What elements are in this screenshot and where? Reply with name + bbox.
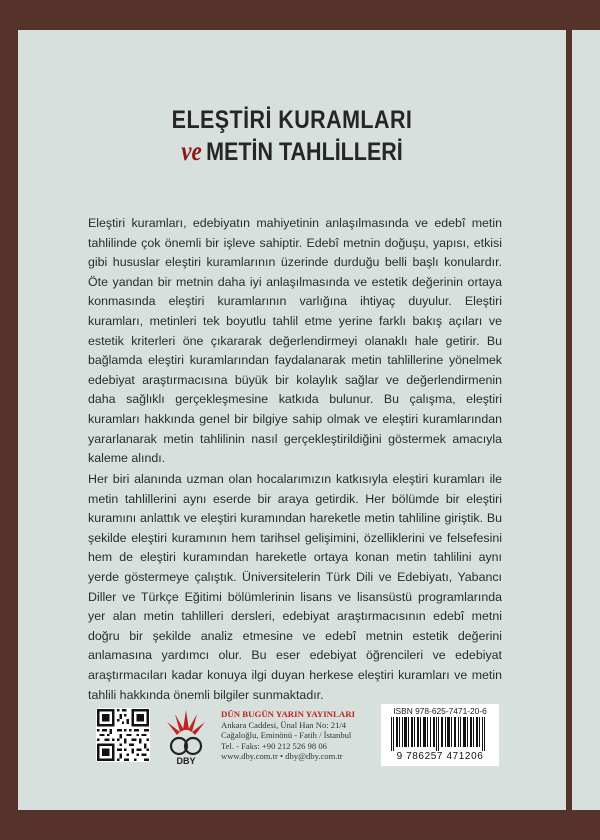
isbn-barcode-box	[381, 704, 499, 766]
publisher-phone: Tel. - Faks: +90 212 526 98 06	[221, 740, 327, 751]
title-line-2	[56, 136, 527, 167]
footer	[18, 704, 566, 784]
publisher-address-2: Cağaloğlu, Eminönü - Fatih / İstanbul	[221, 730, 352, 741]
title-line-2-text: METİN TAHLİLLERİ	[206, 138, 403, 166]
publisher-name: DÜN BUGÜN YARIN YAYINLARI	[221, 709, 356, 719]
barcode	[389, 717, 491, 751]
title-ve: ve	[181, 136, 202, 166]
back-cover	[18, 30, 566, 810]
adjacent-cover-edge	[572, 30, 600, 810]
publisher-address-1: Ankara Caddesi, Ünal Han No: 21/4	[221, 719, 347, 730]
barcode-digits: 9 786257 471206	[396, 751, 484, 762]
isbn-label: ISBN 978-625-7471-20-6	[393, 706, 487, 716]
publisher-web: www.dby.com.tr • dby@dby.com.tr	[221, 751, 343, 762]
qr-code	[96, 708, 150, 762]
logo-text: DBY	[176, 756, 196, 766]
title-line-1: ELEŞTİRİ KURAMLARI	[171, 106, 413, 134]
description-paragraph-1: Eleştiri kuramları, edebiyatın mahiyetinin anlaşılmasında ve edebî metin tahlilinde çok önemli bir işleve sahiptir. Edebî metnin doğuşu, yapısı, etkisi gibi hususlar eleştiri kuramlarının üzerinde durduğu belli başlı konulardır. Öte yandan bir metnin daha iyi anlaşılmasında ve estetik değerinin ortaya konmasında eleştiri kuramlarının varlığına ihtiyaç duyulur. Eleştiri kuramları, metinleri tek boyutlu tahlil etme yerine farklı bakış açıları ve estetik kriterleri öne çıkararak değerlendirmeyi olanaklı hale getirir. Bu bağlamda eleştiri kuramlarından faydalanarak metin tahlillerine yönelmek edebiyat araştırmacısına büyük bir kolaylık sağlar ve değerlendirmenin daha sağlıklı gerçekleşmesine katkıda bulunur. Bu çalışma, eleştiri kuramları hakkında genel bir bilgiye sahip olmak ve eleştiri kuramlarından yararlanarak metin tahlilinin nasıl gerçekleştirildiğini göstermek amacıyla kaleme alındı.	[88, 216, 502, 466]
description-paragraph-2: Her biri alanında uzman olan hocalarımızın katkısıyla eleştiri kuramları ile metin tahlillerini aynı eserde bir araya getirdik. Her bölümde bir eleştiri kuramını anlattık ve eleştiri kuramından hareketle metin tahliline giriştik. Bu şekilde eleştiri kuramının hem tarihsel gelişimini, özelliklerini ve felsefesini hem de eleştiri kuramından hareketle ortaya konan metin tahlilini aynı yerde göstermeye çalıştık. Üniversitelerin Türk Dili ve Edebiyatı, Yabancı Diller ve Türkçe Eğitimi bölümlerinin lisans ve lisansüstü programlarında yer alan metin tahlilleri dersleri, edebiyat araştırmacısının edebî metni doğru bir şekilde analiz etmesine ve edebî metnin estetik değerini anlamasına yardımcı olur. Bu eser edebiyat öğrencileri ve edebiyat araştırmacıları kadar konuya ilgi duyan herkese eleştiri kuramları ve metin tahlili hakkında önemli bilgiler sunmaktadır.	[88, 472, 502, 702]
dby-logo	[161, 708, 211, 766]
publisher-info	[221, 709, 391, 762]
